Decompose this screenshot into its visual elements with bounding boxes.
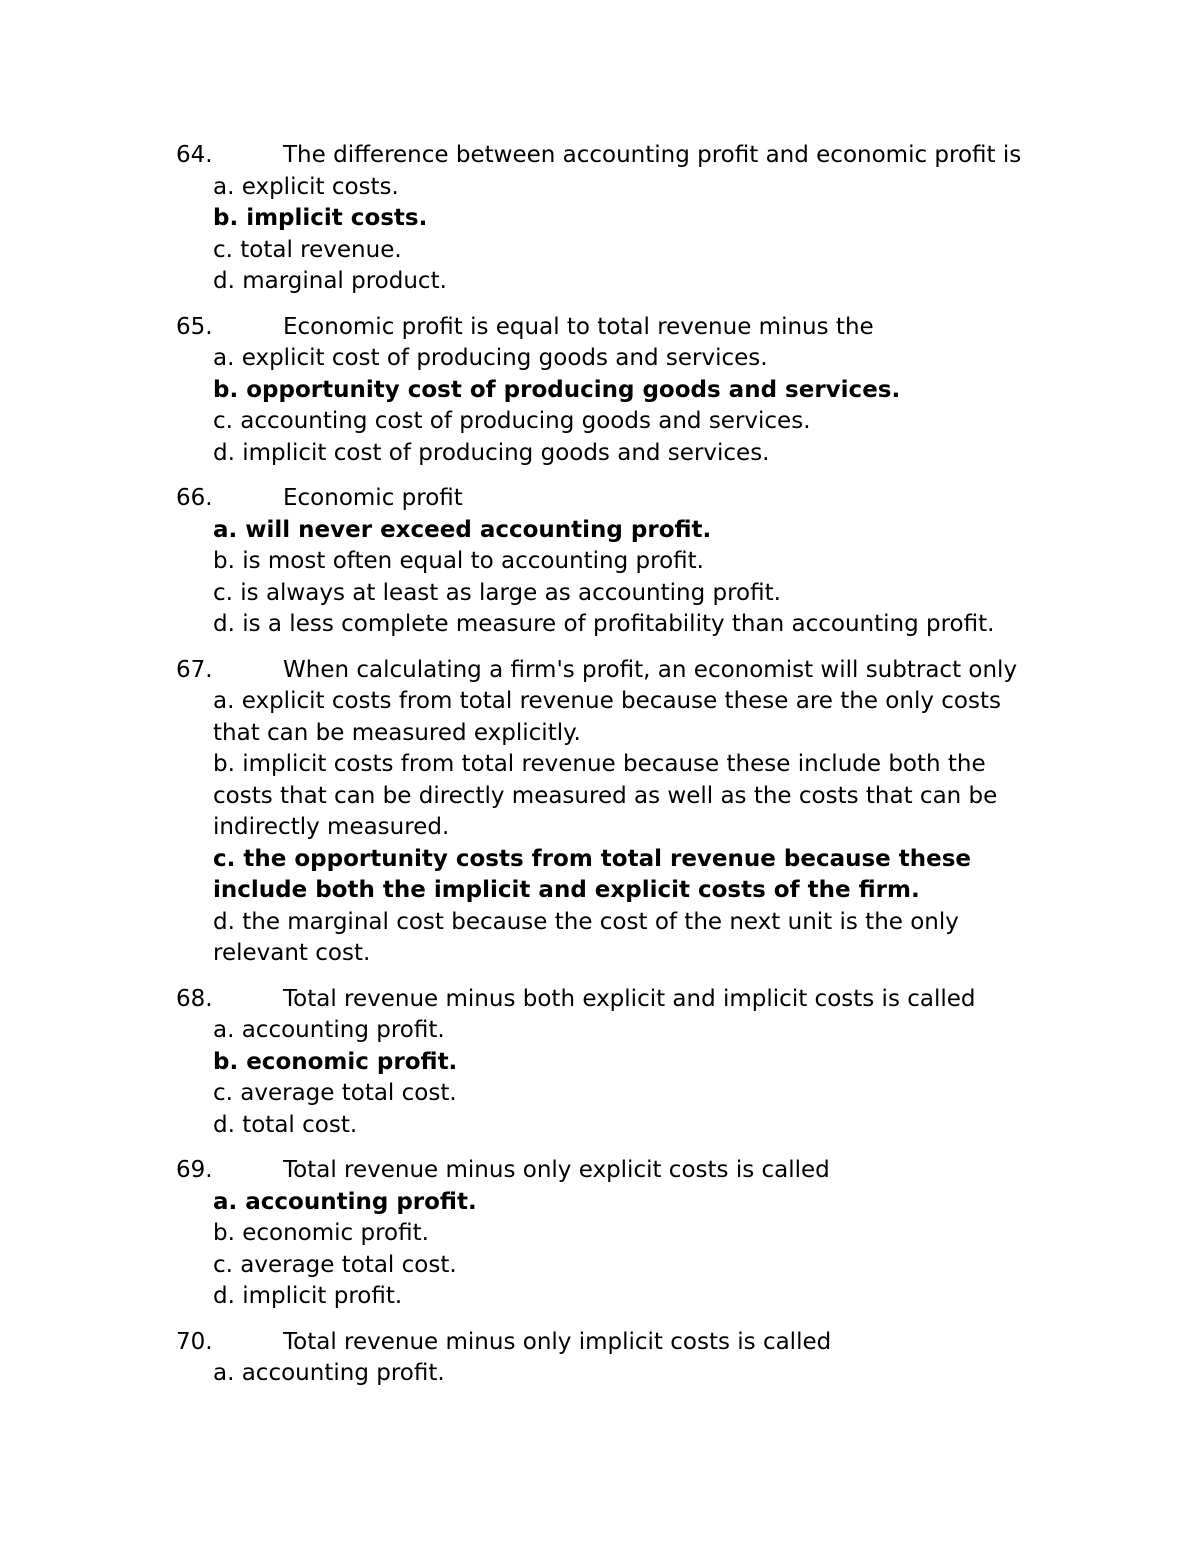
- answer-option: a. explicit costs from total revenue because these are the only costs that can be measured explicitly.: [213, 688, 1001, 746]
- question-stem: [176, 1155, 1076, 1187]
- question-number: 70.: [176, 1328, 213, 1355]
- answer-option: a. accounting profit.: [213, 1017, 445, 1043]
- answer-option: a. explicit costs.: [213, 173, 399, 200]
- question-stem: [176, 483, 1076, 515]
- question-block: [176, 140, 1076, 298]
- question-block: [176, 483, 1076, 641]
- question-block: [176, 655, 1076, 970]
- answer-option: c. is always at least as large as accounting profit.: [213, 579, 781, 606]
- answer-option-correct: c. the opportunity costs from total revenue because these include both the implicit and explicit costs of the firm.: [213, 845, 972, 903]
- answer-option: a. explicit cost of producing goods and services.: [213, 345, 768, 371]
- question-number: 65.: [176, 313, 213, 340]
- question-number: 69.: [176, 1157, 213, 1183]
- answer-options: [213, 1358, 1033, 1390]
- answer-options: [213, 172, 1033, 298]
- question-stem: [176, 655, 1076, 687]
- answer-option: d. is a less complete measure of profitability than accounting profit.: [213, 611, 995, 637]
- answer-options: [213, 1015, 1033, 1141]
- answer-option: d. marginal product.: [213, 268, 447, 294]
- answer-option-correct: a. accounting profit.: [213, 1188, 477, 1215]
- answer-options: [213, 343, 1033, 469]
- question-number: 64.: [176, 142, 213, 168]
- question-stem: [176, 984, 1076, 1016]
- answer-option-correct: a. will never exceed accounting profit.: [213, 516, 712, 543]
- answer-option: c. average total cost.: [213, 1080, 457, 1106]
- answer-option-correct: b. economic profit.: [213, 1048, 458, 1075]
- question-number: 66.: [176, 485, 213, 511]
- answer-options: [213, 686, 1033, 970]
- question-text: Total revenue minus only explicit costs is called: [283, 1157, 830, 1183]
- question-stem: [176, 312, 1076, 344]
- answer-options: [213, 1187, 1033, 1313]
- answer-option: c. total revenue.: [213, 236, 402, 263]
- question-stem: [176, 140, 1076, 172]
- question-text: Total revenue minus only implicit costs is called: [283, 1328, 832, 1355]
- answer-option: b. economic profit.: [213, 1220, 429, 1246]
- question-text: Total revenue minus both explicit and implicit costs is called: [283, 985, 976, 1012]
- answer-option: d. implicit profit.: [213, 1283, 403, 1309]
- question-stem: [176, 1327, 1076, 1359]
- question-block: [176, 1327, 1076, 1390]
- question-block: [176, 312, 1076, 470]
- question-text: Economic profit is equal to total revenue minus the: [283, 313, 874, 340]
- question-number: 67.: [176, 656, 213, 683]
- question-number: 68.: [176, 985, 213, 1012]
- answer-option: b. implicit costs from total revenue because these include both the costs that can be directly measured as well as the costs that can be indirectly measured.: [213, 751, 998, 840]
- question-text: When calculating a firm's profit, an economist will subtract only: [283, 656, 1018, 683]
- answer-option: c. accounting cost of producing goods and services.: [213, 408, 811, 434]
- question-list: [176, 140, 1076, 1404]
- question-text: Economic profit: [283, 485, 463, 511]
- answer-option: a. accounting profit.: [213, 1360, 445, 1386]
- answer-option: d. total cost.: [213, 1111, 358, 1138]
- answer-options: [213, 515, 1033, 641]
- question-block: [176, 984, 1076, 1142]
- answer-option-correct: b. implicit costs.: [213, 205, 428, 231]
- answer-option-correct: b. opportunity cost of producing goods and services.: [213, 376, 901, 403]
- answer-option: d. implicit cost of producing goods and services.: [213, 439, 770, 466]
- answer-option: d. the marginal cost because the cost of the next unit is the only relevant cost.: [213, 908, 959, 966]
- question-block: [176, 1155, 1076, 1313]
- answer-option: c. average total cost.: [213, 1251, 457, 1278]
- answer-option: b. is most often equal to accounting profit.: [213, 548, 704, 574]
- question-text: The difference between accounting profit and economic profit is: [283, 142, 1022, 168]
